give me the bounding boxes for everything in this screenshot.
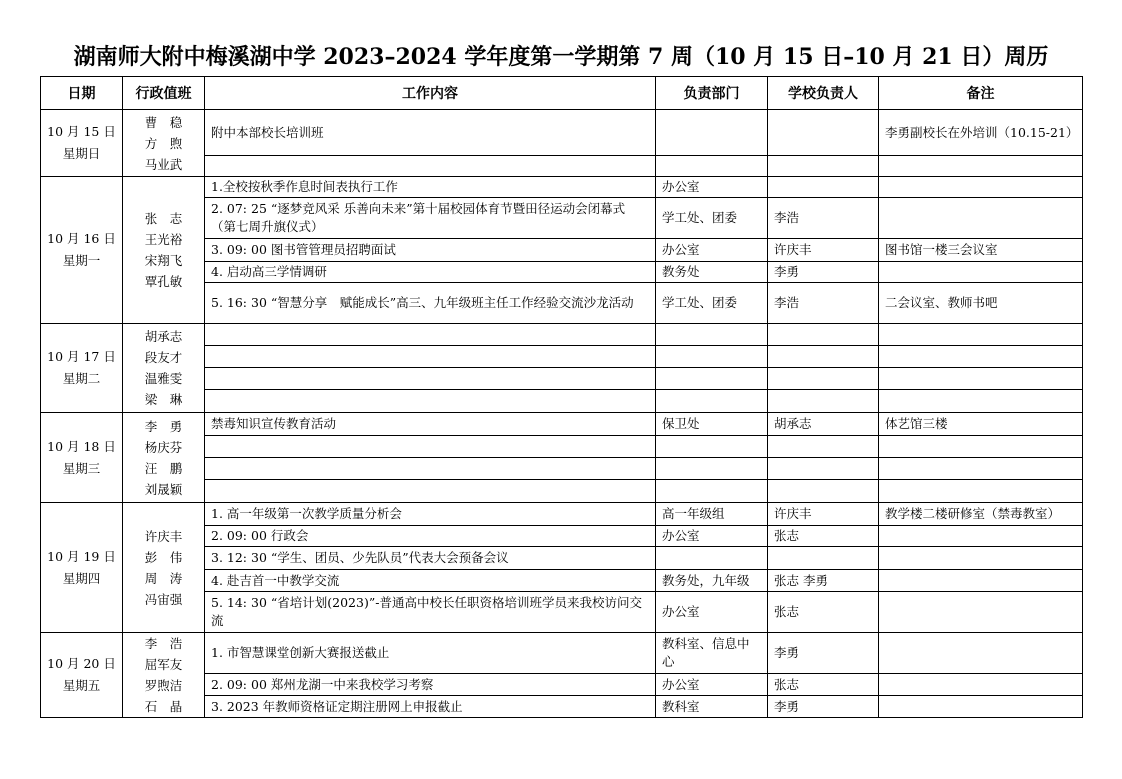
note-cell <box>879 156 1083 177</box>
header-row <box>41 77 1083 110</box>
leader-cell: 李勇 <box>768 262 879 283</box>
leader-cell <box>768 458 879 480</box>
content-cell: 附中本部校长培训班 <box>205 110 656 156</box>
note-cell <box>879 198 1083 239</box>
note-cell <box>879 177 1083 198</box>
table-row <box>41 503 1083 526</box>
content-cell <box>205 368 656 390</box>
leader-cell <box>768 390 879 413</box>
leader-cell: 张志 <box>768 674 879 696</box>
content-cell: 4. 赴吉首一中教学交流 <box>205 570 656 592</box>
content-cell: 禁毒知识宣传教育活动 <box>205 413 656 436</box>
date-cell <box>41 177 123 324</box>
dept-cell <box>656 480 768 503</box>
duty-person: 罗煦洁 <box>144 678 183 693</box>
dept-cell: 办公室 <box>656 526 768 547</box>
dept-cell: 办公室 <box>656 239 768 262</box>
leader-cell <box>768 324 879 346</box>
duty-person: 屈军友 <box>144 657 183 672</box>
dept-cell: 学工处、团委 <box>656 283 768 324</box>
duty-cell <box>123 633 205 718</box>
duty-person: 胡承志 <box>144 329 183 344</box>
dept-cell <box>656 346 768 368</box>
header-duty: 行政值班 <box>123 77 205 110</box>
leader-cell <box>768 346 879 368</box>
duty-person: 王光裕 <box>144 232 183 247</box>
note-cell <box>879 674 1083 696</box>
note-cell <box>879 390 1083 413</box>
duty-person: 汪 鹏 <box>144 460 183 476</box>
note-cell: 教学楼二楼研修室（禁毒教室） <box>879 503 1083 526</box>
date-text: 10 月 18 日 <box>47 438 116 454</box>
duty-cell <box>123 110 205 177</box>
table-row <box>41 633 1083 674</box>
duty-person: 周 涛 <box>144 570 183 586</box>
leader-cell <box>768 156 879 177</box>
note-cell <box>879 547 1083 570</box>
note-cell <box>879 570 1083 592</box>
table-row <box>41 324 1083 346</box>
note-cell <box>879 324 1083 346</box>
table-row <box>41 413 1083 436</box>
weekday-text: 星期四 <box>62 570 101 586</box>
duty-person: 宋翔飞 <box>144 253 183 268</box>
note-cell: 二会议室、教师书吧 <box>879 283 1083 324</box>
duty-cell <box>123 324 205 413</box>
dept-cell: 办公室 <box>656 177 768 198</box>
note-cell <box>879 526 1083 547</box>
duty-person: 马业武 <box>144 156 183 172</box>
note-cell <box>879 696 1083 718</box>
leader-cell: 胡承志 <box>768 413 879 436</box>
header-dept: 负责部门 <box>656 77 768 110</box>
dept-cell <box>656 436 768 458</box>
note-cell <box>879 262 1083 283</box>
duty-cell <box>123 503 205 633</box>
date-cell <box>41 110 123 177</box>
content-cell: 5. 16: 30 “智慧分享 赋能成长”高三、九年级班主任工作经验交流沙龙活动 <box>205 283 656 324</box>
leader-cell <box>768 177 879 198</box>
header-content: 工作内容 <box>205 77 656 110</box>
leader-cell: 李勇 <box>768 696 879 718</box>
content-cell <box>205 346 656 368</box>
header-date: 日期 <box>41 77 123 110</box>
content-cell <box>205 458 656 480</box>
duty-cell <box>123 413 205 503</box>
dept-cell <box>656 110 768 156</box>
dept-cell: 保卫处 <box>656 413 768 436</box>
dept-cell: 教科室、信息中心 <box>656 633 768 674</box>
duty-person: 李 浩 <box>144 636 183 651</box>
duty-person: 段友才 <box>144 350 183 365</box>
content-cell: 5. 14: 30 “省培计划(2023)”-普通高中校长任职资格培训班学员来我校访问交流 <box>205 592 656 633</box>
note-cell <box>879 592 1083 633</box>
date-cell <box>41 633 123 718</box>
date-text: 10 月 17 日 <box>47 349 116 364</box>
content-cell: 1.全校按秋季作息时间表执行工作 <box>205 177 656 198</box>
duty-person: 彭 伟 <box>144 549 183 565</box>
note-cell <box>879 480 1083 503</box>
dept-cell <box>656 458 768 480</box>
duty-person: 冯宙强 <box>144 591 183 607</box>
content-cell <box>205 390 656 413</box>
duty-person: 张 志 <box>144 211 183 226</box>
weekday-text: 星期日 <box>62 146 101 161</box>
weekly-calendar-table <box>40 76 1083 718</box>
duty-person: 刘晟颖 <box>144 481 183 497</box>
content-cell <box>205 324 656 346</box>
dept-cell: 教科室 <box>656 696 768 718</box>
weekday-text: 星期三 <box>62 460 101 476</box>
dept-cell <box>656 368 768 390</box>
duty-person: 杨庆芬 <box>144 439 183 455</box>
page-title: 湖南师大附中梅溪湖中学 2023–2024 学年度第一学期第 7 周（10 月 15 日–10 月 21 日）周历 <box>73 44 1049 70</box>
dept-cell: 学工处、团委 <box>656 198 768 239</box>
dept-cell: 高一年级组 <box>656 503 768 526</box>
duty-person: 曹 稳 <box>144 114 183 130</box>
leader-cell <box>768 547 879 570</box>
duty-cell <box>123 177 205 324</box>
table-row <box>41 177 1083 198</box>
note-cell <box>879 436 1083 458</box>
weekday-text: 星期五 <box>62 678 101 693</box>
leader-cell <box>768 436 879 458</box>
leader-cell <box>768 110 879 156</box>
duty-person: 许庆丰 <box>144 528 183 544</box>
content-cell: 3. 09: 00 图书管管理员招聘面试 <box>205 239 656 262</box>
note-cell <box>879 368 1083 390</box>
table-row <box>41 110 1083 156</box>
dept-cell <box>656 547 768 570</box>
duty-person: 石 晶 <box>144 699 183 714</box>
date-text: 10 月 20 日 <box>47 656 116 671</box>
date-cell <box>41 503 123 633</box>
header-note: 备注 <box>879 77 1083 110</box>
content-cell <box>205 436 656 458</box>
dept-cell <box>656 390 768 413</box>
note-cell: 体艺馆三楼 <box>879 413 1083 436</box>
dept-cell <box>656 156 768 177</box>
content-cell: 2. 09: 00 郑州龙湖一中来我校学习考察 <box>205 674 656 696</box>
content-cell: 4. 启动高三学情调研 <box>205 262 656 283</box>
duty-person: 覃孔敏 <box>144 274 183 289</box>
leader-cell: 李浩 <box>768 283 879 324</box>
content-cell <box>205 480 656 503</box>
leader-cell: 张志 <box>768 592 879 633</box>
note-cell <box>879 633 1083 674</box>
date-cell <box>41 324 123 413</box>
content-cell: 1. 高一年级第一次教学质量分析会 <box>205 503 656 526</box>
content-cell: 2. 09: 00 行政会 <box>205 526 656 547</box>
duty-person: 李 勇 <box>144 418 183 434</box>
dept-cell: 办公室 <box>656 592 768 633</box>
content-cell: 1. 市智慧课堂创新大赛报送截止 <box>205 633 656 674</box>
leader-cell <box>768 480 879 503</box>
header-leader: 学校负责人 <box>768 77 879 110</box>
content-cell: 2. 07: 25 “逐梦竞风采 乐善向未来”第十届校园体育节暨田径运动会闭幕式（第七周升旗仪式） <box>205 198 656 239</box>
leader-cell: 张志 <box>768 526 879 547</box>
weekday-text: 星期一 <box>62 253 101 268</box>
note-cell <box>879 458 1083 480</box>
leader-cell: 李勇 <box>768 633 879 674</box>
note-cell <box>879 346 1083 368</box>
leader-cell: 李浩 <box>768 198 879 239</box>
duty-person: 温雅雯 <box>144 371 183 386</box>
dept-cell: 教务处，九年级 <box>656 570 768 592</box>
dept-cell: 教务处 <box>656 262 768 283</box>
note-cell: 图书馆一楼三会议室 <box>879 239 1083 262</box>
weekday-text: 星期二 <box>62 371 101 386</box>
content-cell: 3. 2023 年教师资格证定期注册网上申报截止 <box>205 696 656 718</box>
content-cell: 3. 12: 30 “学生、团员、少先队员”代表大会预备会议 <box>205 547 656 570</box>
leader-cell: 许庆丰 <box>768 239 879 262</box>
date-text: 10 月 16 日 <box>47 231 116 246</box>
date-text: 10 月 15 日 <box>47 124 116 139</box>
content-cell <box>205 156 656 177</box>
dept-cell <box>656 324 768 346</box>
date-text: 10 月 19 日 <box>47 548 116 564</box>
duty-person: 方 煦 <box>144 135 183 151</box>
note-cell: 李勇副校长在外培训（10.15-21） <box>879 110 1083 156</box>
leader-cell <box>768 368 879 390</box>
dept-cell: 办公室 <box>656 674 768 696</box>
date-cell <box>41 413 123 503</box>
duty-person: 梁 琳 <box>144 392 183 407</box>
leader-cell: 张志 李勇 <box>768 570 879 592</box>
leader-cell: 许庆丰 <box>768 503 879 526</box>
